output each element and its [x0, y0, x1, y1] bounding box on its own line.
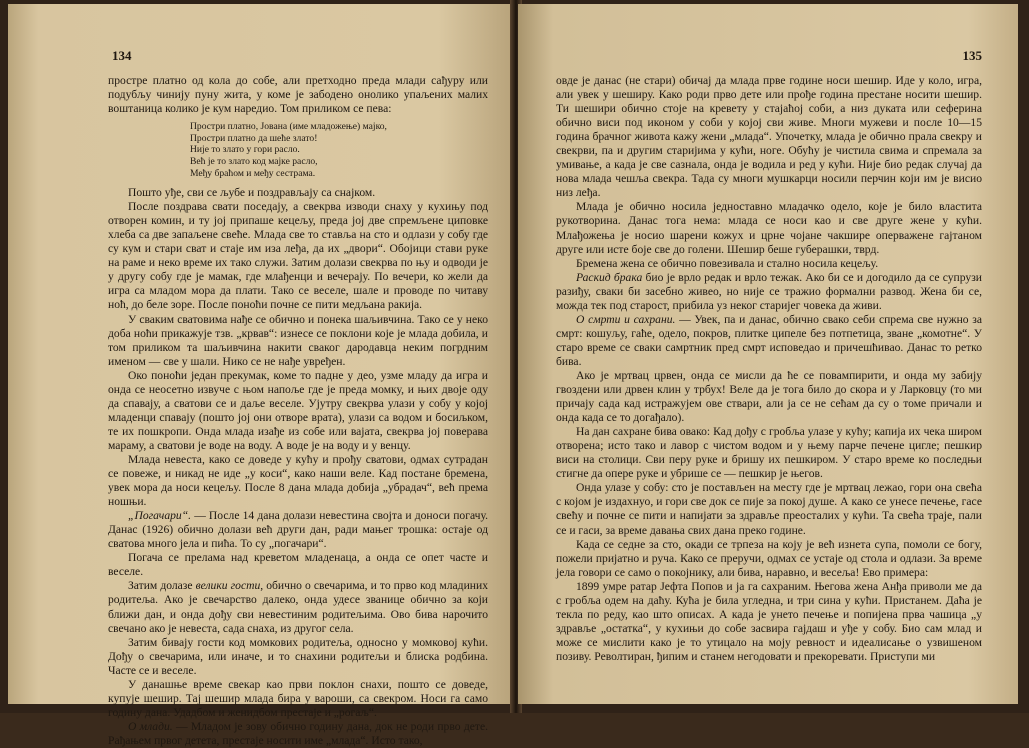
term-death: О смрти и сахрани.	[576, 312, 676, 326]
paragraph-pogachari	[108, 509, 488, 551]
paragraph: Када се седне за сто, окади се трпеза на коју је већ изнета супа, помоли се богу, пожели пријатно и руча. Како се преручи, одмах се устаје од стола и одлази. За време јела говори се само о покојнику, али бива, наравно, и весеља! Ево примера:	[556, 537, 982, 579]
term-divorce: Раскид брака	[576, 270, 643, 284]
left-page-body	[108, 74, 488, 748]
paragraph-mladi	[108, 720, 488, 748]
paragraph: Бремена жена се обично повезивала и стално носила кецељу.	[576, 256, 879, 270]
right-page-number: 135	[962, 48, 982, 63]
guests-post: , обично о свечарима, и то прво код младиних родитеља. Ако је свечарство далеко, онда удесе званице обично за који ближи дан, и онда дођу сви невестиним родитељима. Ово бива нарочито свечано ако је невеста, сада снаха, из другог села.	[108, 579, 488, 635]
paragraph: Млада невеста, како се доведе у кућу и прођу сватови, одмах сутрадан се повеже, и никад не иде „у коси“, како наши веле. Кад постане бремена, увек мора да носи кецељу. После 8 дана млада добија „убрадач“, већ према ношњи.	[108, 453, 488, 509]
poem	[190, 121, 488, 179]
paragraph: У сваким сватовима нађе се обично и понека шаљивчина. Тако се у неко доба ноћи прикажује тзв. „крвав“: изнесе се поклони које је млада добила, и том приликом та шаљивчина накити сваког дародавца неким погрдним именом — све у шали. Нико се не нађе увређен.	[108, 312, 488, 368]
paragraph: Млада је обично носила једноставно младачко одело, које је било властита рукотворина. Данас тога нема: млада се носи као и све друге жене у кући. Млађожења је носио шарени кожух и црне чојане чакшире оперважене гајтаном друге или исте боје све до голени. Шешир беше губерашки, тврд.	[556, 200, 982, 256]
paragraph: Погача се прелама над креветом младенаца, а онда се опет часте и веселе.	[108, 551, 488, 579]
guests-pre: Затим долазе	[128, 579, 196, 593]
paragraph: У данашње време свекар као први поклон снахи, пошто се доведе, купује шешир. Тај шешир млада бира у вароши, са свекром. Носи га само годину дана. Удадбом и женидбом престаје и „рогаљ“.	[108, 677, 488, 719]
paragraph-guests	[108, 579, 488, 635]
right-page-body	[556, 74, 982, 664]
poem-line: Простри платно, Јована (име младожење) мајко,	[190, 121, 387, 133]
paragraph-divorce	[556, 271, 982, 313]
death-text: — Увек, па и данас, обично свако себи спрема све нужно за смрт: кошуљу, гаће, одело, покров, плитке ципеле без потпетица, зване „комотне“. У старо време се сваки самртник пред смрт исповедао и причешћивао. Данас то ретко бива.	[556, 312, 982, 368]
term-guests: велики гости	[195, 579, 261, 593]
paragraph: Пошто уђе, сви се љубе и поздрављају са снајком.	[128, 186, 376, 200]
pogachari-text: — После 14 дана долази невестина својта и доноси погачу. Данас (1926) обично долази већ други дан, ради мањег трошка: остаје од сватова много јела и пића. То су „погачари“.	[108, 509, 488, 551]
poem-line: Простри платно да шеће злато!	[190, 132, 318, 144]
divorce-text: био је врло редак и врло тежак. Ако би се и догодило да се супрузи разиђу, сваки би засебно живео, но није се тражио формални развод. Жена би се, можда тек под старост, прибила уз неког старијег човека да живи.	[556, 270, 982, 312]
paragraph: На дан сахране бива овако: Кад дођу с гробља улазе у кућу; капија их чека широм отворена; исто тако и лавор с чистом водом и у њему парче печене цигле; пешкир виси на столици. Сви перу руке и бришу их пешкиром. У старо време ко последњи стигне да опере руке и убрише се — пешкир је његов.	[556, 425, 982, 481]
left-page	[8, 4, 514, 747]
left-page-number: 134	[112, 48, 132, 63]
paragraph: Затим бивају гости код момкових родитеља, односно у момковој кући. Дођу о свечарима, или иначе, и то снахини родитељи и блиска родбина. Часте се и веселе.	[108, 635, 488, 677]
paragraph-death	[556, 313, 982, 369]
paragraph: Ако је мртвац црвен, онда се мисли да ће се повампирити, и онда му забију гвоздени или дрвен клин у трбух! Веле да је тога било до скора и у Ларковцу (то ми причају сада кад истражујем ове ствари, али ја се не сећам да су о томе причали и онда када се то догађало).	[556, 368, 982, 425]
right-page	[518, 4, 1018, 704]
poem-line: Већ је то злато код мајке расло,	[190, 155, 318, 167]
term-mladi: О млади.	[128, 719, 173, 733]
paragraph-continued: овде је данас (не стари) обичај да млада прве године носи шешир. Иде у коло, игра, али увек у шеширу. Како роди прво дете или прође година престане носити шешир. Ти шешири обично стоје на кревету у стајаћој соби, а низ дуката или сеферина обично виси под иконом у соби у којој сви живе. Многи мужеви и после 10—15 година брачног живота кажу жени „млада“. Упочетку, млада је обично прала свекру и свекрви, па и другим старијима у кући, ноге. Обућу је чистила свима и спремала за умивање, а када је све сазнала, онда је водила и ред у кући. Није био редак случај да нова млада чешља свекра. Тада су многи мушкарци носили перчин који им је висио низ леђа.	[556, 74, 982, 200]
paragraph: После поздрава свати поседају, а свекрва изводи снаху у кухињу под отворен комин, и ту јој припаше кецељу, преда јој две спремљене циповке хлеба са две запаљене свеће. Млада све то ставља на сто и одлази у собу где су кум и стари сват и стаје им иза леђа, да их „двори“. Обојици стави руке на раме и неко време их тако служи. Затим долази свекрва по њу и одводи је у другу собу где је мамак, где млађенци и вечерају. По вечери, ко жели да игра са младом мора да плати. Тако се веселе, шале и проводе по читаву ноћ, до беле зоре. После поноћи почне се пити медљана ракија.	[108, 200, 488, 312]
paragraph: Онда улазе у собу: сто је постављен на месту где је мртвац лежао, гори она свећа с којом је издахнуо, и гори све док се пије за покој душе. А како се унесе печење, гасе свећу и почне се пити и напијати за здравље преосталих у кући. Та свећа траје, пали се и гаси, за време давања свих дана преко године.	[556, 481, 982, 537]
poem-line: Није то злато у гори расло.	[190, 144, 300, 156]
mladi-text: — Младом је зову обично годину дана, док не роди прво дете. Рађањем првог детета, престаје носити име „млада“. Исто тако,	[108, 719, 488, 747]
poem-line: Међу браћом и међу сестрама.	[190, 167, 316, 179]
paragraph-intro: простре платно од кола до собе, али претходно преда млади сађуру или подубљу чинију пуну жита, у коме је забодено онолико упаљених малих воштаница колико је кум наредио. Том приликом се пева:	[108, 74, 488, 116]
paragraph: Око поноћи један прекумак, коме то падне у део, узме младу да игра и онда се неосетно извуче с њом напоље где је преда момку, и њих двоје оду да спавају, а сватови се и даље веселе. Ујутру свекрва улази у собу у којој младенци спавају (пошто јој они отворе врата), улази са водом и босиљком, те их пошкропи. Онда млада изађе из собе или вајата, свекрва јој поверава мараму, а сватови је воде на воду. А воде је на воду и у венцу.	[108, 368, 488, 452]
paragraph: 1899 умре ратар Јефта Попов и ја га сахраним. Његова жена Анђа приволи ме да с гробља одем на даћу. Кућа је била угледна, и три сина у кући. Пристанем. Даћа је текла по реду, као што описах. А када је унето печење и попијена прва чашица „у здравље „остатка“, у кухињи до собе засвира гајдаш и уђе у собу. Био сам млад и може се мислити како је то утицало на моју ревност и идеалисање о узвишеном позиву. Револтиран, ђипим и станем негодовати и прекоревати. Приступи ми	[556, 579, 982, 663]
term-pogachari: „Погачари“.	[128, 509, 192, 523]
